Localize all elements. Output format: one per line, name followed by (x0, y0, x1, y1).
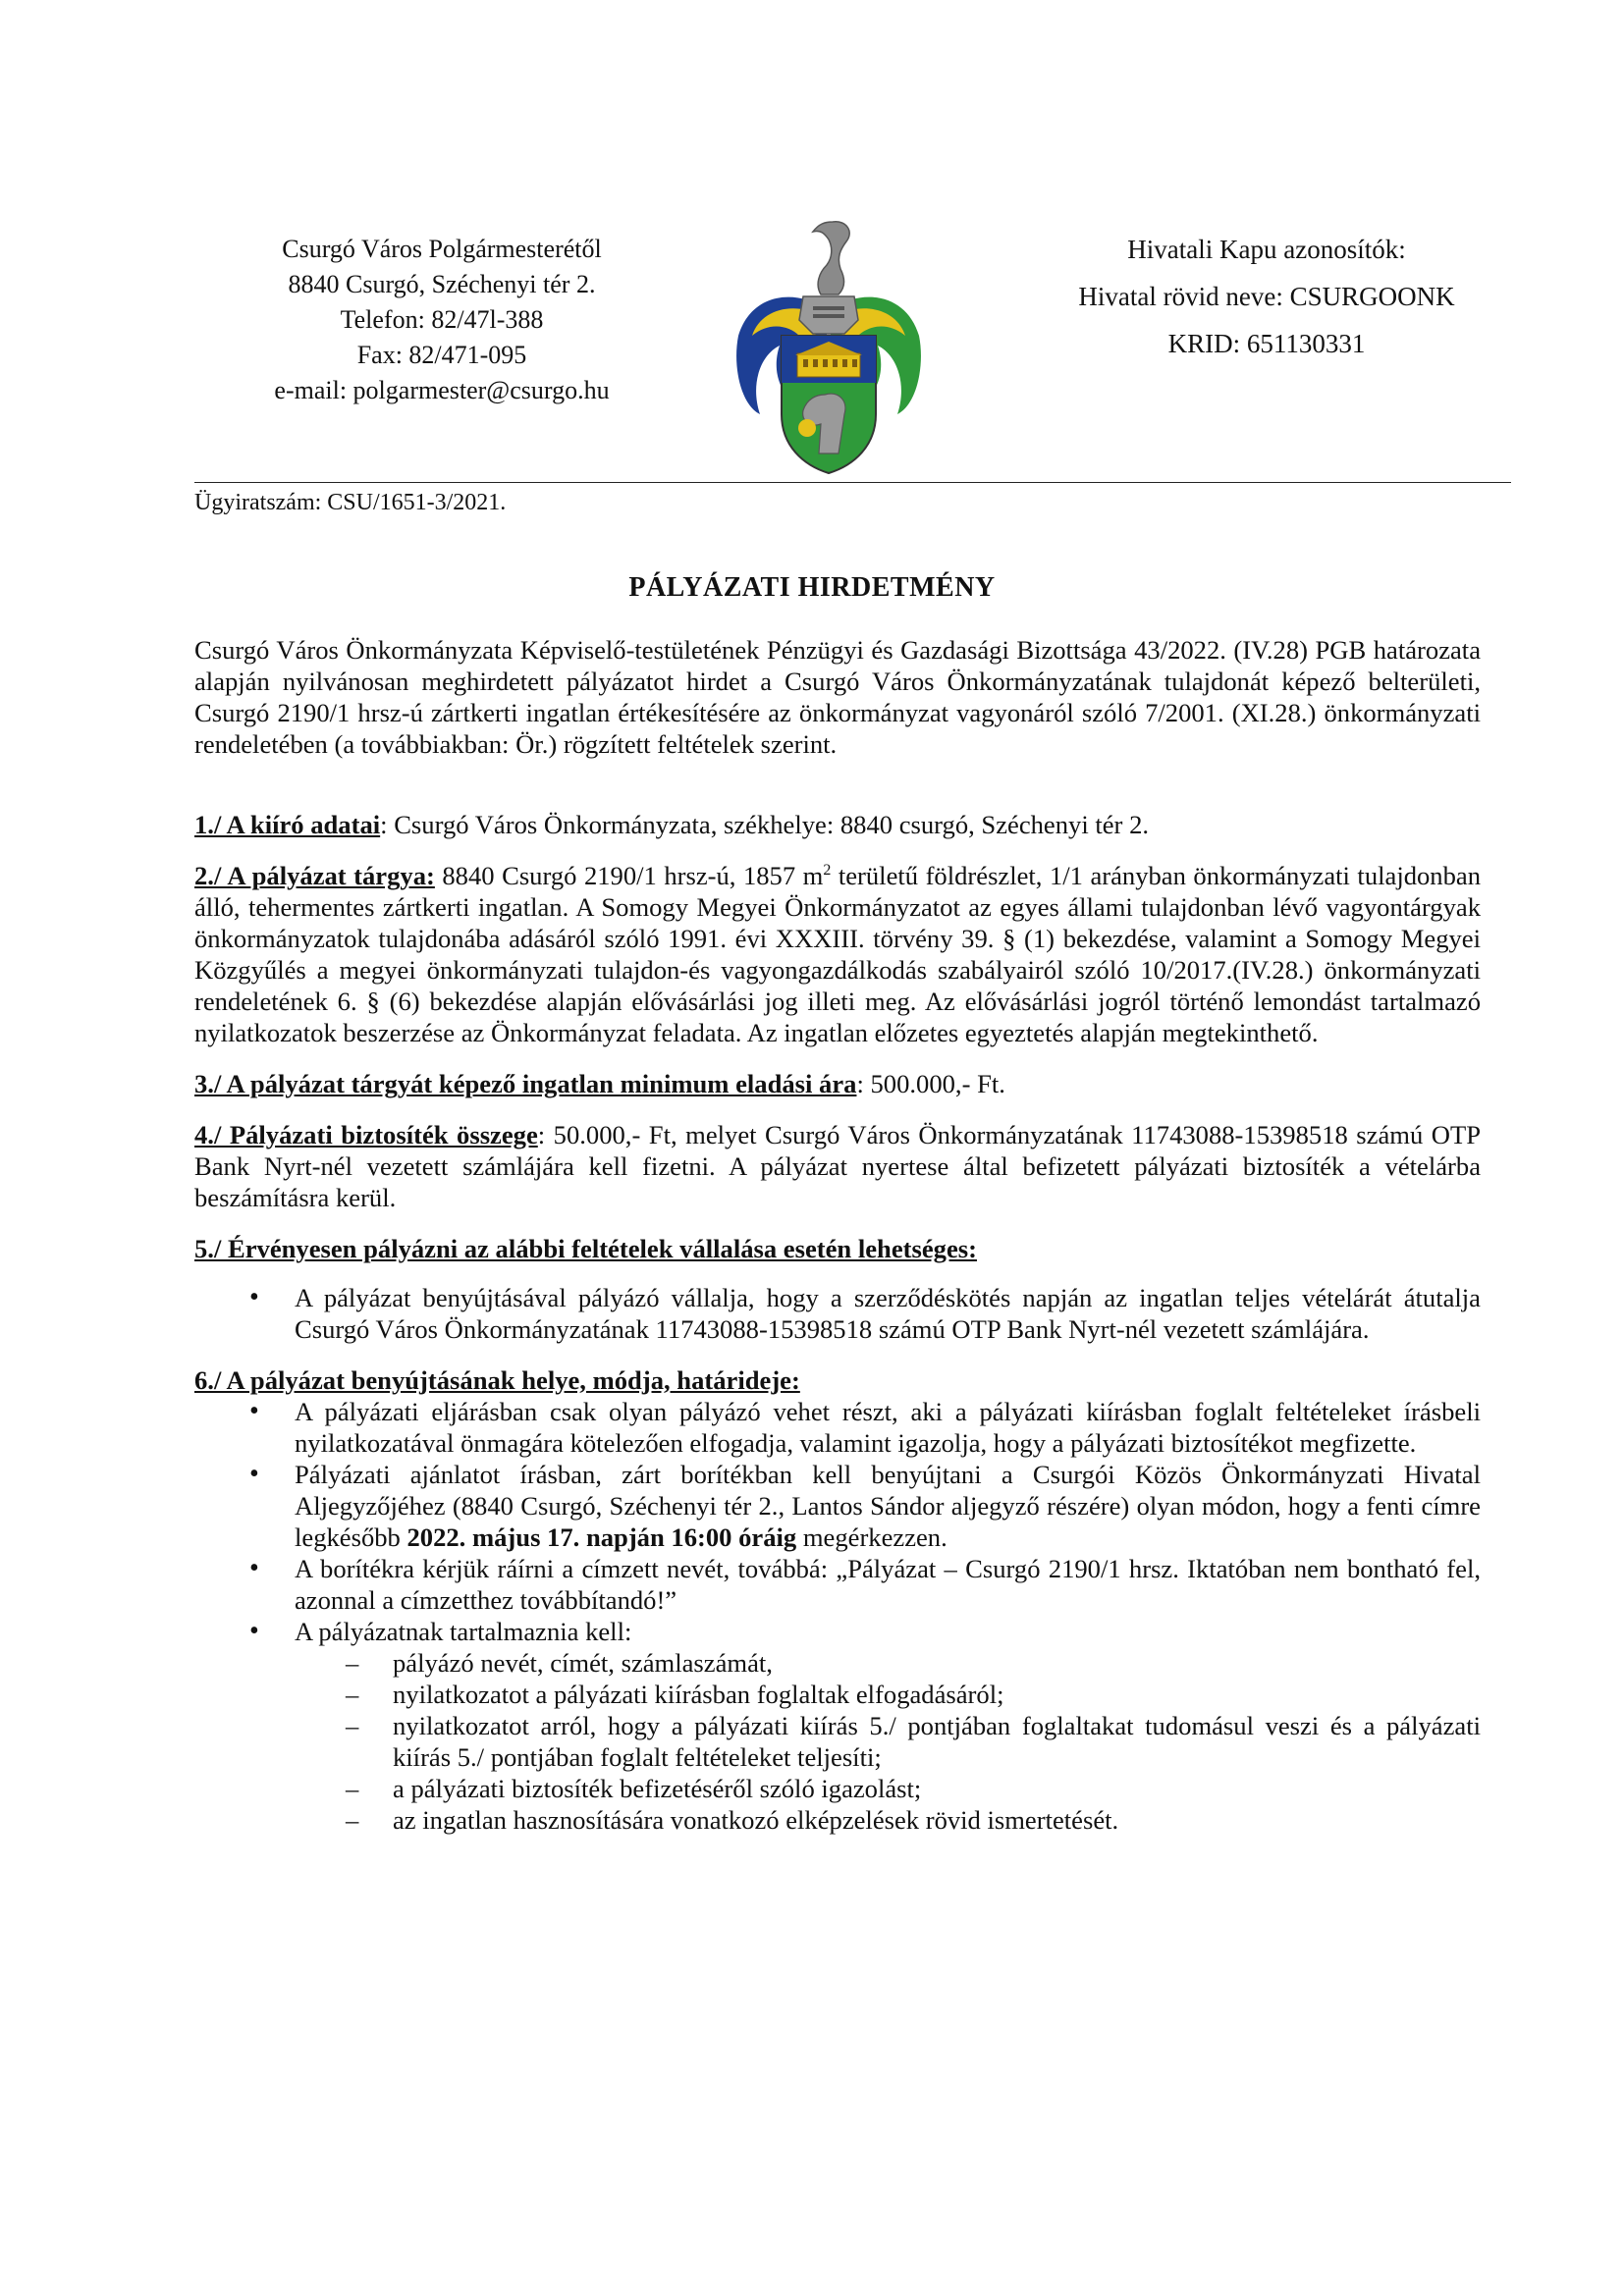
dash-icon: – (346, 1805, 359, 1835)
list-item: • A pályázati eljárásban csak olyan pályázó vehet részt, aki a pályázati kiírásban foglalt feltételeket írásbeli nyilatkozatával önmagára kötelezően elfogadja, valamint igazolja, hogy a pályázati biztosítékot megfizette. (249, 1396, 1481, 1458)
section-1-heading: 1./ A kiíró adatai (194, 810, 381, 839)
section-3 (194, 1068, 1481, 1099)
section-6 (194, 1364, 1481, 1396)
dash-item: – az ingatlan hasznosítására vonatkozó elképzelések rövid ismertetését. (346, 1805, 1119, 1835)
sender-phone: Telefon: 82/47l-388 (340, 305, 544, 334)
sender-email: e-mail: polgarmester@csurgo.hu (274, 376, 610, 404)
gateway-label: Hivatali Kapu azonosítók: (1127, 235, 1406, 264)
requirements-list (295, 1647, 1481, 1836)
section-5-list (194, 1282, 1481, 1345)
list-item: • A borítékra kérjük ráírni a címzett nevét, továbbá: „Pályázat – Csurgó 2190/1 hrsz. Iktatóban nem bontható fel, azonnal a címzetthez továbbítandó!” (249, 1553, 1481, 1615)
section-1 (194, 809, 1481, 840)
bullet-icon: • (249, 1459, 259, 1489)
bullet-icon: • (249, 1616, 259, 1646)
office-short-name: Hivatal rövid neve: CSURGOONK (1078, 282, 1455, 311)
section-4-heading: 4./ Pályázati biztosíték összege (194, 1120, 538, 1149)
list-item: • A pályázat benyújtásával pályázó vállalja, hogy a szerződéskötés napján az ingatlan teljes vételárát átutalja Csurgó Város Önkormányzatának 11743088-15398518 számú OTP Bank Nyrt-nél vezetett számlájára. (249, 1282, 1481, 1344)
section-5 (194, 1233, 1481, 1264)
section-2-heading: 2./ A pályázat tárgya: (194, 861, 435, 890)
document-body (194, 634, 1481, 1842)
dash-icon: – (346, 1711, 359, 1740)
sender-fax: Fax: 82/471-095 (356, 341, 527, 369)
header-divider (194, 482, 1511, 483)
list-item: • A pályázatnak tartalmaznia kell: – pályázó nevét, címét, számlaszámát, – nyilatkozatot a pályázati kiírásban foglaltak elfogadásáról; – nyilatkozatot arról, hogy a pályázati kiírás 5./ pontjában foglaltakat tudomásul veszi és a pályázati kiírás 5./ pontjában foglalt feltételeket teljesíti; – a pályázati biztosíték befizetéséről szóló igazolást; – az ingatlan hasznosítására vonatkozó elképzelések rövid ismertetését. (194, 1616, 1481, 1836)
section-4 (194, 1119, 1481, 1213)
office-gateway-block (1021, 232, 1512, 373)
coat-of-arms-icon (731, 218, 927, 475)
document-title: PÁLYÁZATI HIRDETMÉNY (628, 572, 996, 603)
section-5-heading: 5./ Érvényesen pályázni az alábbi feltételek vállalása esetén lehetséges: (194, 1234, 977, 1263)
dash-icon: – (346, 1680, 359, 1709)
intro-paragraph: Csurgó Város Önkormányzata Képviselő-testületének Pénzügyi és Gazdasági Bizottsága 43/2022. (IV.28) PGB határozata alapján nyilvánosan meghirdetett pályázatot hirdet a Csurgó Város Önkormányzatának tulajdonát képező belterületi, Csurgó 2190/1 hrsz-ú zártkerti ingatlan értékesítésére az önkormányzat vagyonáról szóló 7/2001. (XI.28.) önkormányzati rendeletében (a továbbiakban: Ör.) rögzített feltételek szerint. (194, 635, 1481, 759)
dash-item: – a pályázati biztosíték befizetéséről szóló igazolást; (346, 1774, 922, 1803)
section-2-sup: 2 (823, 862, 832, 880)
section-6-list (194, 1396, 1481, 1836)
section-1-text: : Csurgó Város Önkormányzata, székhelye: 8840 csurgó, Széchenyi tér 2. (380, 810, 1150, 839)
section-3-heading: 3./ A pályázat tárgyát képező ingatlan minimum eladási ára (194, 1069, 857, 1098)
dash-item: – nyilatkozatot a pályázati kiírásban foglaltak elfogadásáról; (346, 1680, 1004, 1709)
dash-icon: – (346, 1774, 359, 1803)
section-2-text-b: területű földrészlet, 1/1 arányban önkormányzati tulajdonban álló, tehermentes zártkerti ingatlan. A Somogy Megyei Önkormányzatot az egyes állami tulajdonban lévő vagyontárgyak önkormányzatok tulajdonába adásáról szóló 1991. évi XXXIII. törvény 39. § (1) bekezdése, valamint a Somogy Megyei Közgyűlés a megyei önkormányzati tulajdon-és vagyongazdálkodás szabályairól szóló 10/2017.(IV.28.) önkormányzati rendeletének 6. § (6) bekezdése alapján elővásárlási jog illeti meg. Az elővásárlási jogról történő lemondást tartalmazó nyilatkozatok beszerzése az Önkormányzat feladata. Az ingatlan előzetes egyeztetés alapján megtekinthető. (194, 861, 1481, 1047)
section-2 (194, 860, 1481, 1048)
bullet-icon: • (249, 1553, 259, 1583)
dash-item: – pályázó nevét, címét, számlaszámát, (346, 1648, 773, 1678)
dash-item: – nyilatkozatot arról, hogy a pályázati kiírás 5./ pontjában foglaltakat tudomásul veszi és a pályázati kiírás 5./ pontjában foglalt feltételeket teljesíti; (346, 1711, 1481, 1772)
bullet-icon: • (249, 1282, 259, 1312)
dash-icon: – (346, 1648, 359, 1678)
case-number: Ügyiratszám: CSU/1651-3/2021. (194, 490, 507, 515)
section-3-text: : 500.000,- Ft. (856, 1069, 1005, 1098)
krid: KRID: 651130331 (1167, 329, 1366, 358)
sender-address: 8840 Csurgó, Széchenyi tér 2. (288, 270, 596, 298)
deadline: 2022. május 17. napján 16:00 óráig (406, 1522, 797, 1552)
section-6-heading: 6./ A pályázat benyújtásának helye, módja, határideje: (194, 1365, 800, 1395)
sender-name: Csurgó Város Polgármesterétől (282, 235, 602, 263)
sender-address-block (177, 232, 707, 408)
list-item: • Pályázati ajánlatot írásban, zárt borítékban kell benyújtani a Csurgói Közös Önkormányzati Hivatal Aljegyzőjéhez (8840 Csurgó, Széchenyi tér 2., Lantos Sándor aljegyző részére) olyan módon, hogy a fenti címre legkésőbb 2022. május 17. napján 16:00 óráig megérkezzen. (249, 1459, 1481, 1552)
section-2-text-a: 8840 Csurgó 2190/1 hrsz-ú, 1857 m (434, 861, 824, 890)
section-4-text: : 50.000,- Ft, melyet Csurgó Város Önkormányzatának 11743088-15398518 számú OTP Bank Nyrt-nél vezetett számlájára kell fizetni. A pályázat nyertese által befizetett pályázati biztosíték a vételárba beszámításra kerül. (194, 1120, 1481, 1212)
bullet-icon: • (249, 1396, 259, 1426)
